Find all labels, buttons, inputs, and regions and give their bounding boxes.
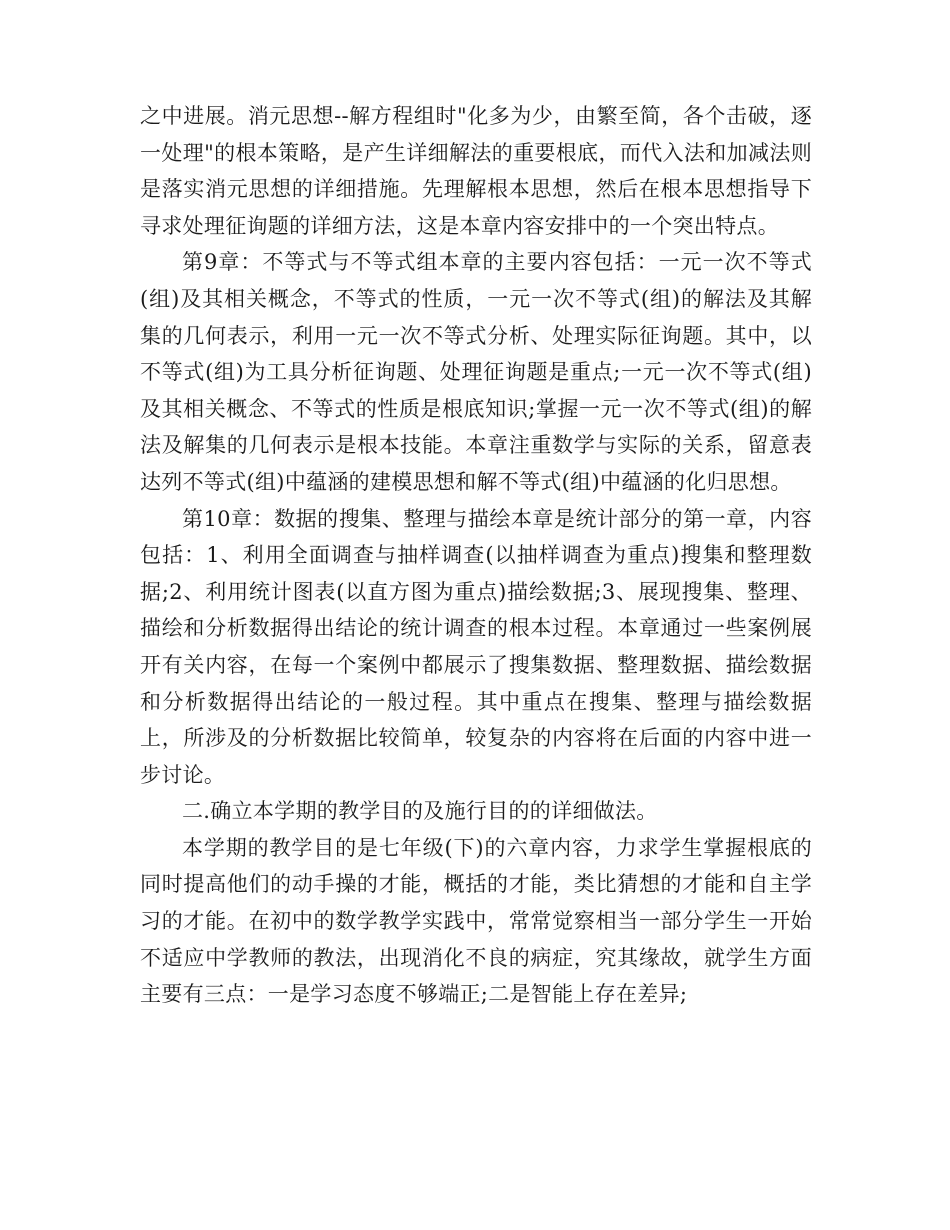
paragraph-chapter-10: 第10章：数据的搜集、整理与描绘本章是统计部分的第一章，内容包括：1、利用全面调查与抽样调查(以抽样调查为重点)搜集和整理数据;2、利用统计图表(以直方图为重点)描绘数据;3、展现搜集、整理、描绘和分析数据得出结论的统计调查的根本过程。本章通过一些案例展开有关内容，在每一个案例中都展示了搜集数据、整理数据、描绘数据和分析数据得出结论的一般过程。其中重点在搜集、整理与描绘数据上，所涉及的分析数据比较简单，较复杂的内容将在后面的内容中进一步讨论。 xyxy=(140,506,812,787)
paragraph-chapter-9: 第9章：不等式与不等式组本章的主要内容包括：一元一次不等式(组)及其相关概念，不等式的性质，一元一次不等式(组)的解法及其解集的几何表示，利用一元一次不等式分析、处理实际征询题。其中，以不等式(组)为工具分析征询题、处理征询题是重点;一元一次不等式(组)及其相关概念、不等式的性质是根底知识;掌握一元一次不等式(组)的解法及解集的几何表示是根本技能。本章注重数学与实际的关系，留意表达列不等式(组)中蕴涵的建模思想和解不等式(组)中蕴涵的化归思想。 xyxy=(140,250,812,494)
paragraph-section-heading: 二.确立本学期的教学目的及施行目的的详细做法。 xyxy=(182,799,658,824)
paragraph-teaching-goals: 本学期的教学目的是七年级(下)的六章内容，力求学生掌握根底的同时提高他们的动手操的才能，概括的才能，类比猜想的才能和自主学习的才能。在初中的数学教学实践中，常常觉察相当一部分学生一开始不适应中学教师的教法，出现消化不良的病症，究其缘故，就学生方面主要有三点：一是学习态度不够端正;二是智能上存在差异; xyxy=(140,835,812,1007)
document-page xyxy=(140,98,812,1013)
paragraph-intro: 之中进展。消元思想--解方程组时"化多为少，由繁至简，各个击破，逐一处理"的根本策略，是产生详细解法的重要根底，而代入法和加减法则是落实消元思想的详细措施。先理解根本思想，然后在根本思想指导下寻求处理征询题的详细方法，这是本章内容安排中的一个突出特点。 xyxy=(140,104,812,238)
